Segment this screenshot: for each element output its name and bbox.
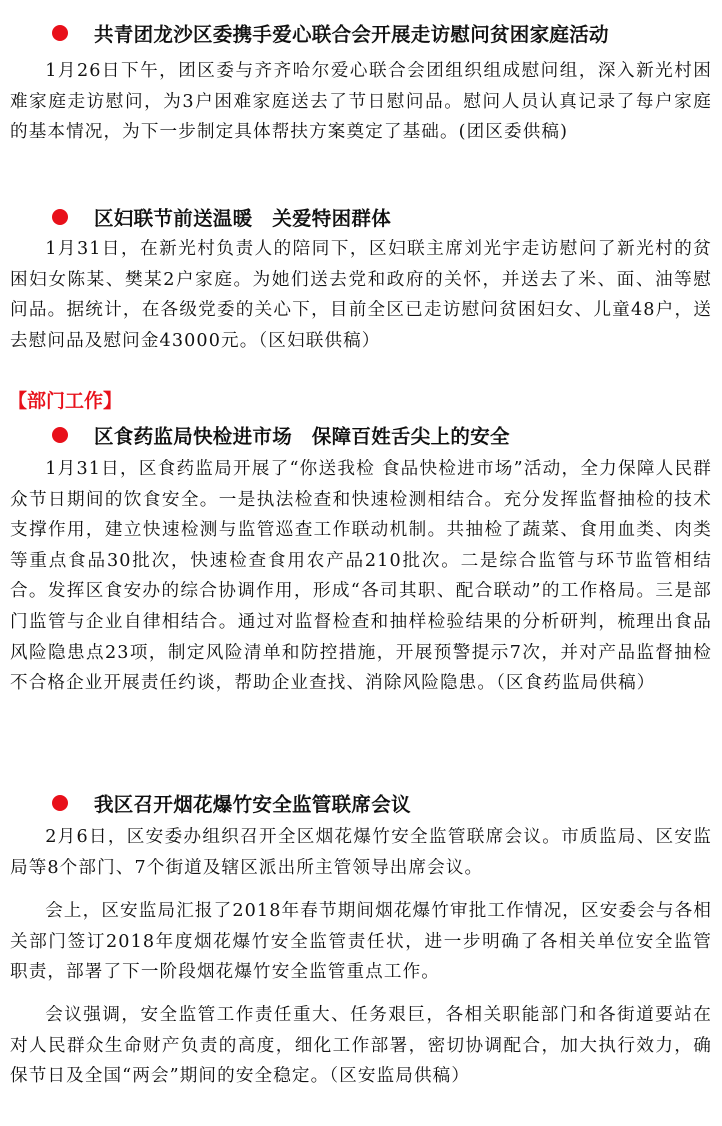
red-bullet-icon	[52, 795, 68, 811]
article-paragraph: 1月31日，区食药监局开展了“你送我检 食品快检进市场”活动，全力保障人民群众节日期间的饮食安全。一是执法检查和快速检测相结合。充分发挥监督抽检的技术支撑作用，建立快速检测与监管巡查工作联动机制。共抽检了蔬菜、食用血类、肉类等重点食品30批次，快速检查食用农产品210批次。二是综合监管与环节监管相结合。发挥区食安办的综合协调作用，形成“各司其职、配合联动”的工作格局。三是部门监管与企业自律相结合。通过对监督检查和抽样检验结果的分析研判，梳理出食品风险隐患点23项，制定风险清单和防控措施，开展预警提示7次，并对产品监督抽检不合格企业开展责任约谈，帮助企业查找、消除风险隐患。（区食药监局供稿）	[10, 459, 712, 694]
article-paragraph: 会上，区安监局汇报了2018年春节期间烟花爆竹审批工作情况，区安委会与各相关部门签订2018年度烟花爆竹安全监管责任状，进一步明确了各相关单位安全监管职责，部署了下一阶段烟花爆竹安全监管重点工作。	[10, 901, 712, 983]
red-bullet-icon	[52, 209, 68, 225]
article-heading-3	[52, 418, 712, 452]
section-label: 【部门工作】	[8, 389, 123, 412]
article-heading-4	[52, 786, 712, 820]
article-paragraph: 会议强调，安全监管工作责任重大、任务艰巨，各相关职能部门和各街道要站在对人民群众生命财产负责的高度，细化工作部署，密切协调配合，加大执行效力，确保节日及全国“两会”期间的安全稳定。（区安监局供稿）	[10, 1005, 712, 1087]
article-paragraph: 1月26日下午，团区委与齐齐哈尔爱心联合会团组织组成慰问组，深入新光村困难家庭走访慰问，为3户困难家庭送去了节日慰问品。慰问人员认真记录了每户家庭的基本情况，为下一步制定具体帮扶方案奠定了基础。(团区委供稿)	[10, 61, 712, 143]
article-title: 共青团龙沙区委携手爱心联合会开展走访慰问贫困家庭活动	[94, 23, 609, 46]
article-paragraph: 1月31日，在新光村负责人的陪同下，区妇联主席刘光宇走访慰问了新光村的贫困妇女陈某、樊某2户家庭。为她们送去党和政府的关怀，并送去了米、面、油等慰问品。据统计，在各级党委的关心下，目前全区已走访慰问贫困妇女、儿童48户，送去慰问品及慰问金43000元。（区妇联供稿）	[10, 239, 712, 351]
article-title: 区妇联节前送温暖 关爱特困群体	[94, 207, 392, 230]
article-title: 我区召开烟花爆竹安全监管联席会议	[94, 793, 411, 816]
red-bullet-icon	[52, 427, 68, 443]
article-paragraph: 2月6日，区安委办组织召开全区烟花爆竹安全监管联席会议。市质监局、区安监局等8个部门、7个街道及辖区派出所主管领导出席会议。	[10, 827, 712, 878]
article-title: 区食药监局快检进市场 保障百姓舌尖上的安全	[94, 425, 510, 448]
article-heading-1	[52, 16, 712, 50]
red-bullet-icon	[52, 25, 68, 41]
article-heading-2	[52, 200, 712, 234]
